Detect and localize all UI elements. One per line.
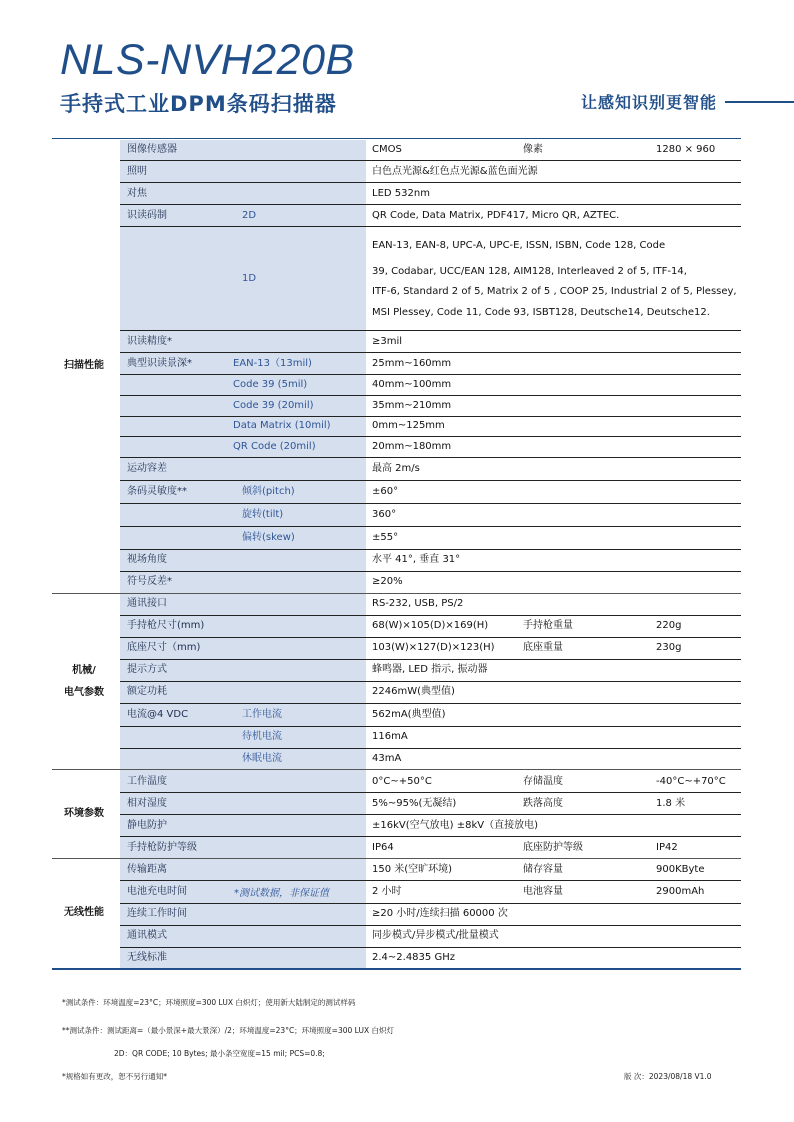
spec-label: 通讯模式 [127,930,167,941]
spec-label: 运动容差 [127,463,167,474]
spec-value: 562mA(典型值) [372,709,446,720]
spec-value: 最高 2m/s [372,463,420,474]
row-divider [120,352,741,353]
spec-value: 103(W)×127(D)×123(H) [372,642,495,653]
row-divider [120,571,741,572]
spec-value: 蜂鸣器, LED 指示, 振动器 [372,664,488,675]
row-divider [120,903,741,904]
row-divider [120,748,741,749]
slogan-divider [725,101,794,103]
spec-sublabel: Code 39 (5mil) [233,379,308,390]
row-divider [120,814,741,815]
spec-label: 储存容量 [523,864,563,875]
row-divider [120,330,741,331]
section-scan: 扫描性能 [64,360,104,371]
spec-value: RS-232, USB, PS/2 [372,598,464,609]
spec-value: 同步模式/异步模式/批量模式 [372,930,499,941]
spec-label: 手持枪重量 [523,620,573,631]
spec-label: 通讯接口 [127,598,167,609]
spec-value: 220g [656,620,682,631]
spec-value: QR Code, Data Matrix, PDF417, Micro QR, AZTEC. [372,210,620,221]
row-divider [120,436,741,437]
spec-value: CMOS [372,144,402,155]
row-divider [120,526,741,527]
spec-label: 电流@4 VDC [127,709,189,720]
row-divider [120,792,741,793]
spec-sublabel: EAN-13（13mil) [233,358,312,369]
spec-value: 2.4~2.4835 GHz [372,952,455,963]
spec-label: 典型识读景深* [127,358,192,369]
section-env: 环境参数 [64,808,104,819]
model-title: NLS-NVH220B [60,36,355,84]
spec-label: 图像传感器 [127,144,177,155]
spec-value: EAN-13, EAN-8, UPC-A, UPC-E, ISSN, ISBN, Code 128, Code [372,240,666,251]
spec-value: 116mA [372,731,408,742]
row-divider [120,947,741,948]
spec-label: 像素 [523,144,543,155]
section-divider [52,858,741,859]
spec-value: 0mm~125mm [372,420,445,431]
spec-label: 相对湿度 [127,798,167,809]
spec-value: -40°C~+70°C [656,776,726,787]
section-divider [52,769,741,770]
row-divider [120,395,741,396]
spec-sublabel: Data Matrix (10mil) [233,420,331,431]
spec-sublabel: Code 39 (20mil) [233,400,314,411]
spec-label: 跌落高度 [523,798,563,809]
row-divider [120,374,741,375]
footnote: **测试条件：测试距离=（最小景深+最大景深）/2；环境温度=23°C；环境照度=300 LUX 白炽灯 [62,1026,394,1035]
spec-label: 电池容量 [523,886,563,897]
spec-value: 2 小时 [372,886,402,897]
spec-value: 900KByte [656,864,705,875]
row-divider [120,503,741,504]
spec-sublabel: 1D [242,273,257,284]
spec-value: 360° [372,509,397,520]
version-info: 版 次：2023/08/18 V1.0 [624,1072,712,1081]
row-divider [120,615,741,616]
spec-value: 水平 41°, 垂直 31° [372,554,461,565]
spec-value: 2900mAh [656,886,705,897]
spec-label: 底座尺寸（mm) [127,642,201,653]
spec-value: ±55° [372,532,399,543]
spec-value: IP64 [372,842,394,853]
spec-sublabel: QR Code (20mil) [233,441,316,452]
row-divider [120,416,741,417]
spec-value: ≥20% [372,576,403,587]
spec-value: 1.8 米 [656,798,686,809]
spec-value: 68(W)×105(D)×169(H) [372,620,489,631]
row-divider [120,836,741,837]
wireless-test-note: *测试数据，非保证值 [234,888,329,899]
spec-value: 40mm~100mm [372,379,452,390]
row-divider [120,726,741,727]
spec-label: 传输距离 [127,864,167,875]
spec-label: 对焦 [127,188,147,199]
spec-value: 白色点光源&红色点光源&蓝色面光源 [372,166,538,177]
row-divider [120,637,741,638]
spec-value: 150 米(空旷环境) [372,864,453,875]
row-divider [120,160,741,161]
slogan: 让感知识别更智能 [581,93,718,112]
spec-value: 39, Codabar, UCC/EAN 128, AIM128, Interleaved 2 of 5, ITF-14, [372,266,687,277]
spec-label: 静电防护 [127,820,167,831]
row-divider [120,925,741,926]
product-name: 手持式工业DPM条码扫描器 [60,92,337,116]
spec-value: 25mm~160mm [372,358,452,369]
spec-value: ±60° [372,486,399,497]
row-divider [120,182,741,183]
spec-label: 额定功耗 [127,686,167,697]
section-mech-1: 机械/ [72,665,96,676]
spec-label: 底座重量 [523,642,563,653]
spec-sublabel: 偏转(skew) [242,532,295,543]
row-divider [120,226,741,227]
section-mech-2: 电气参数 [64,687,104,698]
table-bottom-rule [52,968,741,970]
spec-label: 视场角度 [127,554,167,565]
footnote: *规格如有更改，恕不另行通知* [62,1072,167,1081]
spec-label: 手持枪防护等级 [127,842,197,853]
spec-label: 照明 [127,166,147,177]
spec-label: 无线标准 [127,952,167,963]
spec-label: 提示方式 [127,664,167,675]
row-divider [120,703,741,704]
row-divider [120,880,741,881]
row-divider [120,457,741,458]
spec-value: ≥3mil [372,336,403,347]
spec-value: ≥20 小时/连续扫描 60000 次 [372,908,508,919]
spec-value: 20mm~180mm [372,441,452,452]
row-divider [120,659,741,660]
spec-value: 2246mW(典型值) [372,686,455,697]
spec-label: 识读码制 [127,210,167,221]
section-divider [52,593,741,594]
spec-value: 43mA [372,753,402,764]
spec-label: 符号反差* [127,576,172,587]
spec-value: 230g [656,642,682,653]
spec-sublabel: 2D [242,210,257,221]
spec-value: ±16kV(空气放电) ±8kV（直接放电) [372,820,538,831]
spec-sublabel: 待机电流 [242,731,282,742]
spec-label: 电池充电时间 [127,886,187,897]
spec-value: 5%~95%(无凝结) [372,798,457,809]
spec-label: 连续工作时间 [127,908,187,919]
spec-sublabel: 休眠电流 [242,753,282,764]
row-divider [120,480,741,481]
footnote: *测试条件：环境温度=23°C；环境照度=300 LUX 白炽灯；使用新大陆制定的测试样码 [62,998,356,1007]
row-divider [120,681,741,682]
row-divider [120,549,741,550]
spec-value: 35mm~210mm [372,400,452,411]
spec-label: 条码灵敏度** [127,486,187,497]
footnote: 2D：QR CODE; 10 Bytes; 最小条空宽度=15 mil; PCS=0.8; [114,1049,325,1058]
table-top-rule [52,138,741,139]
spec-sublabel: 倾斜(pitch) [242,486,295,497]
spec-sublabel: 旋转(tilt) [242,509,284,520]
spec-value: LED 532nm [372,188,430,199]
spec-label: 手持枪尺寸(mm) [127,620,205,631]
spec-value: ITF-6, Standard 2 of 5, Matrix 2 of 5 , COOP 25, Industrial 2 of 5, Plessey, [372,286,737,297]
spec-value: IP42 [656,842,678,853]
spec-sublabel: 工作电流 [242,709,282,720]
spec-label: 工作温度 [127,776,167,787]
spec-value: 1280 × 960 [656,144,716,155]
spec-value: MSI Plessey, Code 11, Code 93, ISBT128, Deutsche14, Deutsche12. [372,307,710,318]
row-divider [120,204,741,205]
spec-value: 0°C~+50°C [372,776,432,787]
spec-label: 底座防护等级 [523,842,583,853]
spec-label: 存储温度 [523,776,563,787]
spec-label: 识读精度* [127,336,172,347]
section-wireless: 无线性能 [64,907,104,918]
